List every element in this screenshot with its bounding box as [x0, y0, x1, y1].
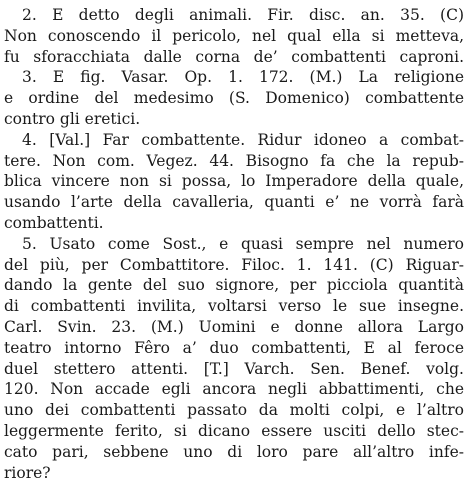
text-line: dando la gente del suo signore, per picciola quantità: [4, 276, 464, 295]
text-line: contro gli eretici.: [4, 109, 141, 128]
text-line: fu sforacchiata dalle corna de’ combattenti caproni.: [4, 47, 464, 66]
text-line: di combattenti invilita, voltarsi verso le sue insegne.: [4, 297, 464, 316]
text-line: leggermente ferito, si dicano essere usciti dello stec-: [4, 421, 464, 440]
text-line: 120. Non accade egli ancora negli abbattimenti, che: [4, 380, 464, 399]
text-line: teatro intorno Fêro a’ duo combattenti, E al feroce: [4, 338, 464, 357]
sense-4-paragraph: [4, 130, 464, 234]
text-line: usando l’arte della cavalleria, quanti e’ ne vorrà farà: [4, 193, 464, 212]
text-line: 5. Usato come Sost., e quasi sempre nel numero: [22, 234, 464, 253]
sense-2-paragraph: [4, 5, 464, 67]
text-line: 3. E fig. Vasar. Op. 1. 172. (M.) La religione: [22, 68, 464, 87]
text-line: 2. E detto degli animali. Fir. disc. an. 35. (C): [22, 6, 464, 24]
text-line: cato pari, sebbene uno di loro pare all’altro infe-: [4, 442, 464, 461]
text-line: blica vincere non si possa, lo Imperadore della quale,: [4, 172, 464, 191]
text-line: Non conoscendo il pericolo, nel qual ella si metteva,: [4, 26, 464, 45]
text-line: Carl. Svin. 23. (M.) Uomini e donne allora Largo: [4, 317, 464, 336]
text-line: tere. Non com. Vegez. 44. Bisogno fa che la repub-: [4, 151, 464, 170]
sense-5-paragraph: [4, 234, 464, 484]
text-line: combattenti.: [4, 213, 104, 232]
text-line: duel stettero attenti. [T.] Varch. Sen. Benef. volg.: [4, 359, 464, 378]
sense-3-paragraph: [4, 67, 464, 129]
text-line: del più, per Combattitore. Filoc. 1. 141. (C) Riguar-: [4, 255, 464, 274]
text-line: e ordine del medesimo (S. Domenico) combattente: [4, 89, 464, 108]
text-line: uno dei combattenti passato da molti colpi, e l’altro: [4, 401, 464, 420]
text-line: 4. [Val.] Far combattente. Ridur idoneo a combat-: [22, 130, 464, 149]
text-line: riore?: [4, 463, 51, 482]
